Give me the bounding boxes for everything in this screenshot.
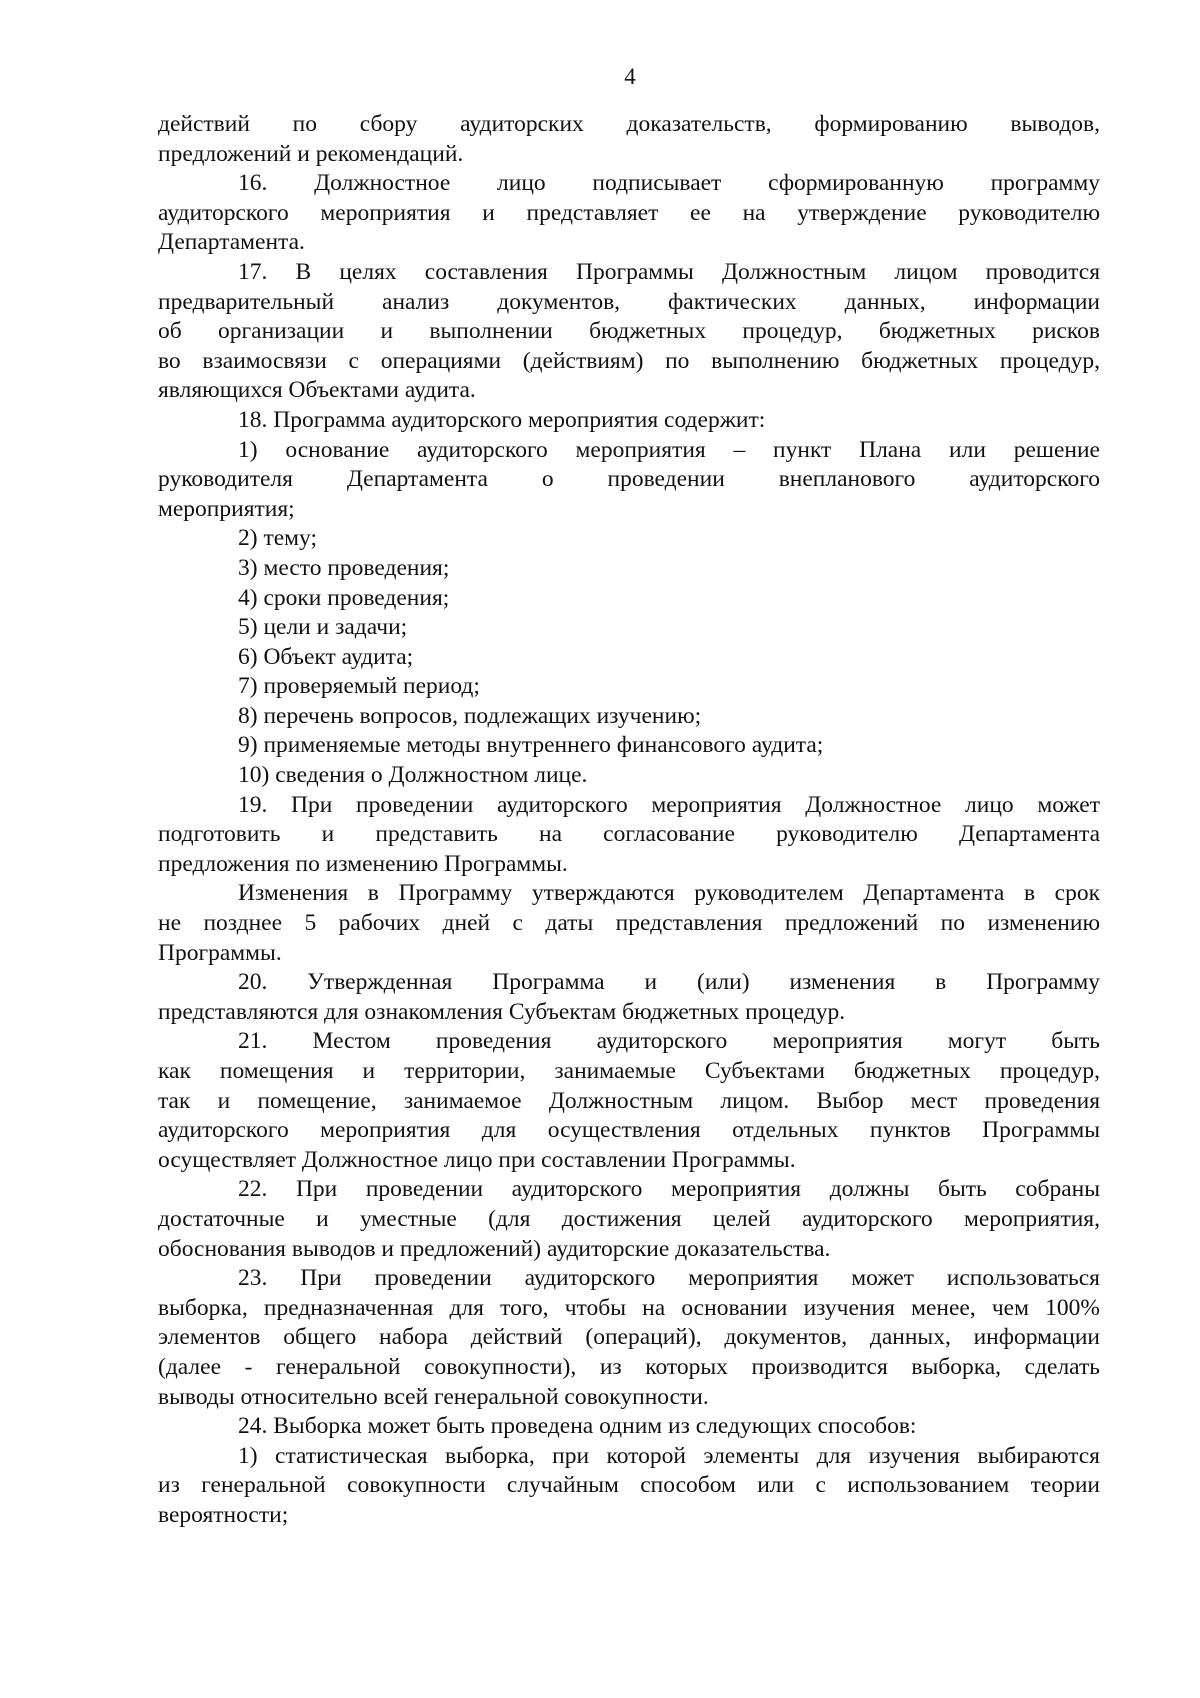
text-line: Изменения в Программу утверждаются руководителем Департамента в срок — [238, 880, 1100, 907]
text-line: Программы. — [158, 939, 282, 966]
text-line: об организации и выполнении бюджетных процедур, бюджетных рисков — [158, 318, 1100, 345]
text-line: 8) перечень вопросов, подлежащих изучению; — [238, 702, 702, 729]
text-line: как помещения и территории, занимаемые Субъектами бюджетных процедур, — [158, 1058, 1100, 1084]
text-line: руководителя Департамента о проведении внепланового аудиторского — [158, 466, 1100, 493]
text-line: выводы относительно всей генеральной совокупности. — [158, 1383, 709, 1410]
text-line: 17. В целях составления Программы Должностным лицом проводится — [238, 258, 1100, 285]
text-line: 22. При проведении аудиторского мероприятия должны быть собраны — [238, 1176, 1100, 1203]
text-line: 3) место проведения; — [238, 554, 450, 581]
text-line: подготовить и представить на согласование руководителю Департамента — [158, 821, 1100, 848]
text-line: 5) цели и задачи; — [238, 614, 408, 641]
text-line: во взаимосвязи с операциями (действиям) по выполнению бюджетных процедур, — [158, 347, 1100, 374]
text-line: 21. Местом проведения аудиторского мероприятия могут быть — [238, 1028, 1100, 1055]
text-line: осуществляет Должностное лицо при составлении Программы. — [158, 1146, 796, 1173]
text-line: предложения по изменению Программы. — [158, 850, 568, 877]
text-line: являющихся Объектами аудита. — [158, 377, 476, 404]
text-line: 1) статистическая выборка, при которой элементы для изучения выбираются — [238, 1442, 1100, 1469]
text-line: 18. Программа аудиторского мероприятия содержит: — [238, 406, 766, 433]
text-line: из генеральной совокупности случайным способом или с использованием теории — [158, 1472, 1100, 1499]
page-number: 4 — [624, 64, 636, 89]
text-line: 2) тему; — [238, 525, 317, 552]
text-line: выборка, предназначенная для того, чтобы на основании изучения менее, чем 100% — [158, 1294, 1100, 1321]
text-line: аудиторского мероприятия для осуществления отдельных пунктов Программы — [158, 1117, 1100, 1144]
text-line: 20. Утвержденная Программа и (или) изменения в Программу — [238, 969, 1100, 996]
text-line: 10) сведения о Должностном лице. — [238, 762, 588, 789]
text-line: мероприятия; — [158, 495, 295, 522]
document-body — [158, 110, 1100, 1531]
text-line: 23. При проведении аудиторского мероприятия может использоваться — [238, 1265, 1100, 1292]
text-line: предложений и рекомендаций. — [158, 140, 464, 167]
text-line: 19. При проведении аудиторского мероприятия Должностное лицо может — [238, 791, 1100, 818]
text-line: 4) сроки проведения; — [238, 584, 450, 611]
text-line: не позднее 5 рабочих дней с даты представления предложений по изменению — [158, 910, 1100, 937]
text-line: (далее - генеральной совокупности), из которых производится выборка, сделать — [158, 1353, 1100, 1380]
text-line: так и помещение, занимаемое Должностным лицом. Выбор мест проведения — [158, 1087, 1100, 1114]
text-line: 6) Объект аудита; — [238, 643, 414, 670]
text-line: аудиторского мероприятия и представляет ее на утверждение руководителю — [158, 199, 1100, 226]
text-line: представляются для ознакомления Субъектам бюджетных процедур. — [158, 998, 846, 1025]
text-line: 16. Должностное лицо подписывает сформированную программу — [238, 170, 1100, 197]
text-line: предварительный анализ документов, фактических данных, информации — [158, 288, 1100, 315]
text-line: Департамента. — [158, 229, 305, 256]
text-line: обоснования выводов и предложений) аудиторские доказательства. — [158, 1235, 831, 1262]
text-line: 9) применяемые методы внутреннего финансового аудита; — [238, 732, 824, 759]
text-line: 7) проверяемый период; — [238, 673, 480, 700]
text-line: 1) основание аудиторского мероприятия – пункт Плана или решение — [238, 436, 1100, 463]
text-line: 24. Выборка может быть проведена одним из следующих способов: — [238, 1413, 917, 1440]
text-line: достаточные и уместные (для достижения целей аудиторского мероприятия, — [158, 1205, 1100, 1232]
text-line: вероятности; — [158, 1501, 289, 1528]
text-line: действий по сбору аудиторских доказательств, формированию выводов, — [158, 111, 1100, 137]
text-line: элементов общего набора действий (операций), документов, данных, информации — [158, 1324, 1100, 1351]
